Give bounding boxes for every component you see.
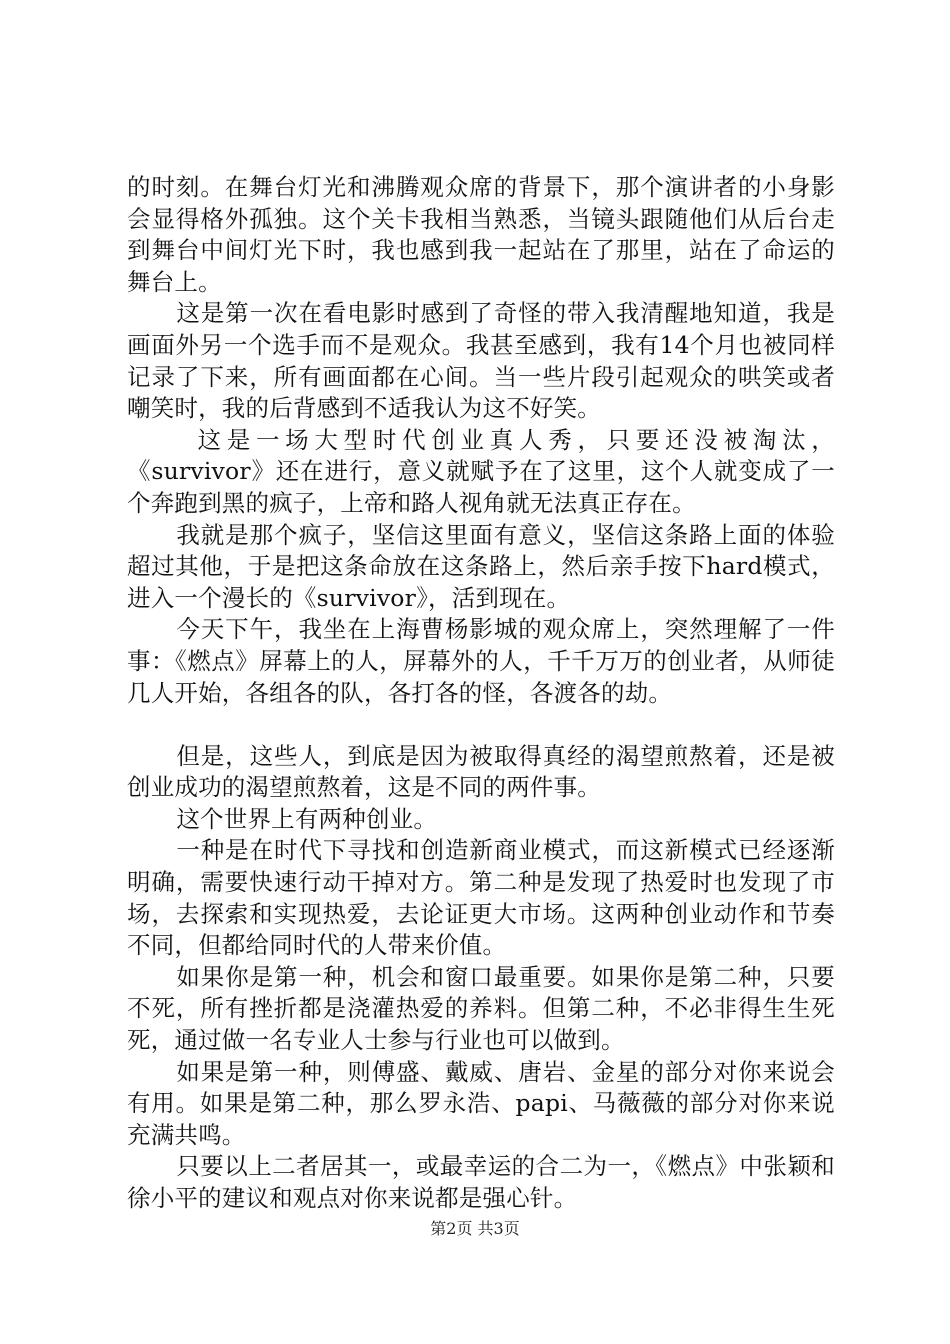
paragraph: 我就是那个疯子，坚信这里面有意义，坚信这条路上面的体验超过其他，于是把这条命放在这条路上，然后亲手按下hard模式，进入一个漫长的《survivor》，活到现在。: [127, 520, 835, 612]
paragraph: 这是一场大型时代创业真人秀，只要还没被淘汰，《survivor》还在进行，意义就赋予在了这里，这个人就变成了一个奔跑到黑的疯子，上帝和路人视角就无法真正存在。: [127, 425, 835, 517]
paragraph: 只要以上二者居其一，或最幸运的合二为一，《燃点》中张颖和徐小平的建议和观点对你来说都是强心针。: [127, 1152, 835, 1212]
paragraph: 这是第一次在看电影时感到了奇怪的带入我清醒地知道，我是画面外另一个选手而不是观众。我甚至感到，我有14个月也被同样记录了下来，所有画面都在心间。当一些片段引起观众的哄笑或者嘲笑时，我的后背感到不适我认为这不好笑。: [127, 299, 835, 423]
paragraph: 如果你是第一种，机会和窗口最重要。如果你是第二种，只要不死，所有挫折都是浇灌热爱的养料。但第二种，不必非得生生死死，通过做一名专业人士参与行业也可以做到。: [127, 962, 835, 1055]
paragraph-continuation: 的时刻。在舞台灯光和沸腾观众席的背景下，那个演讲者的小身影会显得格外孤独。这个关卡我相当熟悉，当镜头跟随他们从后台走到舞台中间灯光下时，我也感到我一起站在了那里，站在了命运的舞台上。: [127, 173, 835, 296]
paragraph: 这个世界上有两种创业。: [176, 804, 438, 833]
paragraph: 一种是在时代下寻找和创造新商业模式，而这新模式已经逐渐明确，需要快速行动干掉对方。第二种是发现了热爱时也发现了市场，去探索和实现热爱，去论证更大市场。这两种创业动作和节奏不同，但都给同时代的人带来价值。: [127, 836, 835, 960]
document-body: [127, 172, 835, 1215]
paragraph: 但是，这些人，到底是因为被取得真经的渴望煎熬着，还是被创业成功的渴望煎熬着，这是不同的两件事。: [127, 741, 835, 802]
page-number-footer: 第2页 共3页: [430, 1219, 520, 1238]
paragraph: 今天下午，我坐在上海曹杨影城的观众席上，突然理解了一件事：《燃点》屏幕上的人，屏幕外的人，千千万万的创业者，从师徒几人开始，各组各的队，各打各的怪，各渡各的劫。: [127, 615, 835, 707]
paragraph: 如果是第一种，则傅盛、戴威、唐岩、金星的部分对你来说会有用。如果是第二种，那么罗永浩、papi、马薇薇的部分对你来说充满共鸣。: [127, 1057, 835, 1149]
